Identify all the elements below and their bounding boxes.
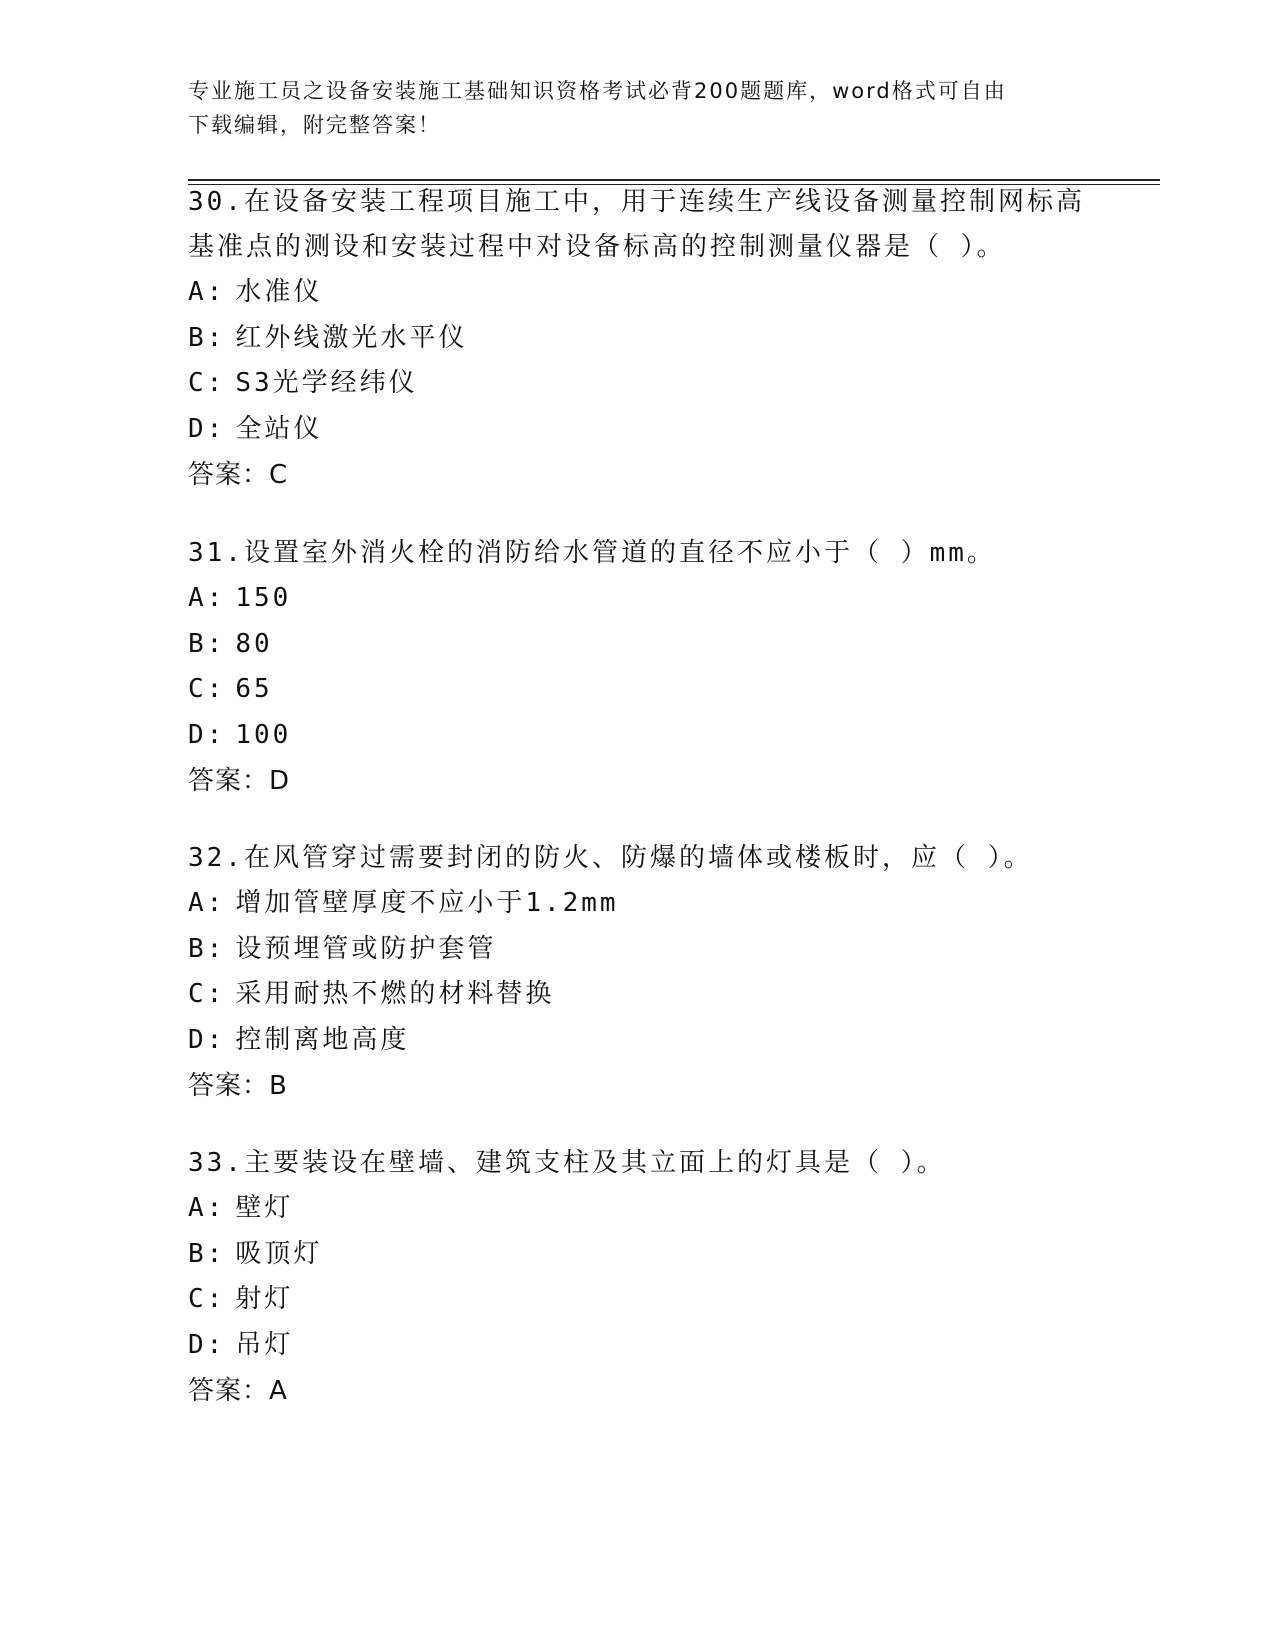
option-d [188, 713, 1108, 759]
option-a [188, 881, 1108, 927]
option-letter: C: [188, 979, 226, 1009]
option-letter: C: [188, 1284, 226, 1314]
option-letter: D: [188, 413, 226, 444]
header-line-1: 专业施工员之设备安装施工基础知识资格考试必背200题题库，word格式可自由 [188, 79, 1007, 103]
option-letter: B: [188, 322, 226, 353]
question-stem [188, 180, 1108, 270]
option-a [188, 270, 1108, 316]
option-b [188, 316, 1108, 362]
option-letter: C: [188, 674, 226, 704]
question-30 [188, 180, 1108, 498]
option-text: S3光学经纬仪 [235, 368, 418, 398]
option-text: 采用耐热不燃的材料替换 [235, 979, 555, 1009]
option-text: 吸顶灯 [235, 1238, 323, 1269]
option-text: 65 [235, 674, 273, 704]
option-letter: B: [188, 628, 226, 659]
option-d [188, 1018, 1108, 1064]
option-letter: B: [188, 1238, 226, 1269]
question-stem [188, 531, 1108, 576]
option-text: 100 [235, 719, 292, 750]
option-text: 射灯 [235, 1284, 294, 1314]
option-b [188, 927, 1108, 973]
option-c [188, 361, 1108, 407]
option-letter: A: [188, 583, 226, 613]
answer-line: 答案：B [188, 1071, 288, 1101]
question-stem [188, 836, 1108, 881]
option-letter: A: [188, 277, 226, 307]
question-stem-line-1: 33.主要装设在壁墙、建筑支柱及其立面上的灯具是（ ）。 [188, 1148, 946, 1178]
option-b [188, 622, 1108, 668]
option-d [188, 407, 1108, 453]
answer-line: 答案：C [188, 460, 289, 490]
option-text: 红外线激光水平仪 [235, 322, 468, 353]
option-letter: A: [188, 1193, 226, 1223]
option-c [188, 667, 1108, 713]
option-letter: B: [188, 933, 226, 964]
document-header [188, 74, 1088, 142]
option-text: 增加管壁厚度不应小于1.2mm [235, 888, 619, 918]
option-c [188, 1277, 1108, 1323]
option-letter: D: [188, 719, 226, 750]
option-letter: D: [188, 1329, 226, 1360]
option-c [188, 972, 1108, 1018]
option-text: 控制离地高度 [235, 1024, 410, 1055]
option-letter: C: [188, 368, 226, 398]
option-text: 全站仪 [235, 413, 323, 444]
header-line-2: 下载编辑，附完整答案！ [188, 113, 441, 137]
question-stem-line-1: 30.在设备安装工程项目施工中，用于连续生产线设备测量控制网标高 [188, 187, 1085, 217]
option-a [188, 1186, 1108, 1232]
option-text: 水准仪 [235, 277, 323, 307]
answer-line: 答案：A [188, 1376, 288, 1406]
question-stem [188, 1141, 1108, 1186]
question-33 [188, 1141, 1108, 1414]
option-text: 150 [235, 583, 292, 613]
question-stem-line-2: 基准点的测设和安装过程中对设备标高的控制测量仪器是（ ）。 [188, 232, 1006, 262]
option-d [188, 1323, 1108, 1369]
option-text: 吊灯 [235, 1329, 294, 1360]
question-stem-line-1: 31.设置室外消火栓的消防给水管道的直径不应小于（ ）mm。 [188, 538, 996, 568]
option-text: 设预埋管或防护套管 [235, 933, 497, 964]
question-31 [188, 531, 1108, 804]
answer-line: 答案：D [188, 766, 291, 796]
option-text: 壁灯 [235, 1193, 294, 1223]
option-text: 80 [235, 628, 273, 659]
question-32 [188, 836, 1108, 1109]
option-a [188, 576, 1108, 622]
option-letter: A: [188, 888, 226, 918]
option-b [188, 1232, 1108, 1278]
question-stem-line-1: 32.在风管穿过需要封闭的防火、防爆的墙体或楼板时，应（ ）。 [188, 843, 1033, 873]
option-letter: D: [188, 1024, 226, 1055]
